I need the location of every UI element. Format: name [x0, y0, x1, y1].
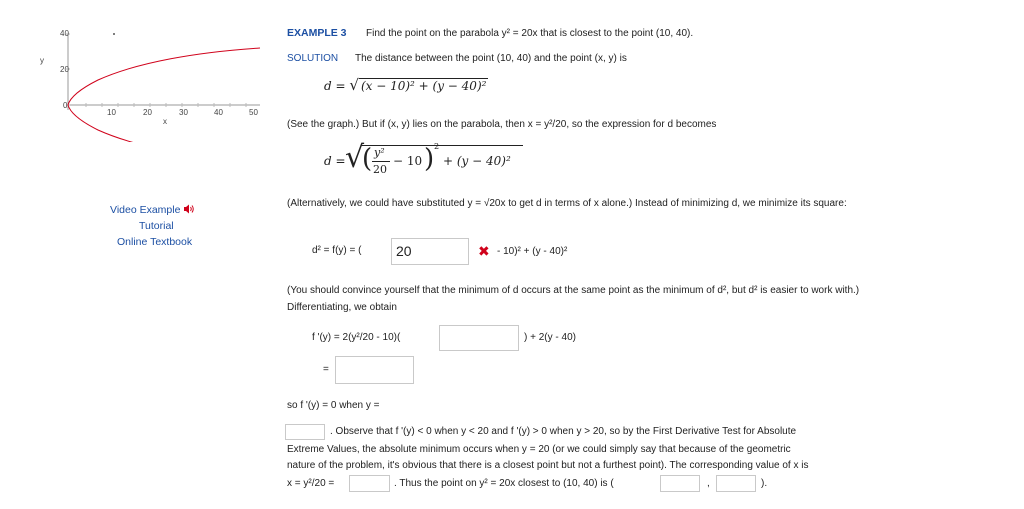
x-tick-40: 40	[214, 108, 223, 117]
distance-formula-radicand: (x − 10)² + (y − 40)²	[360, 79, 487, 93]
distance-formula-y-lhs: d =	[324, 154, 346, 168]
example-label: EXAMPLE 3	[287, 27, 347, 39]
fprime-input[interactable]	[439, 325, 519, 351]
y-tick-0: 0	[63, 101, 68, 110]
observe-line-1: . Observe that f '(y) < 0 when y < 20 and f '(y) > 0 when y > 20, so by the First Derivative Test for Absolute	[330, 426, 797, 437]
thus-point-text: . Thus the point on y² = 20x closest to (10, 40) is (	[394, 478, 614, 489]
point-x-input[interactable]	[660, 475, 700, 492]
video-example-label: Video Example	[110, 204, 181, 216]
see-graph-text: (See the graph.) But if (x, y) lies on the parabola, then x = y²/20, so the expression for d becomes	[287, 119, 717, 130]
point-comma: ,	[707, 478, 710, 489]
close-paren-big: )	[424, 144, 435, 174]
observe-line-3: nature of the problem, it's obvious that there is a closest point but not a furthest point). The corresponding value of x is	[287, 460, 809, 471]
d2-prefix: d² = f(y) = (	[312, 245, 362, 256]
open-paren-big: (	[362, 144, 373, 174]
square-exp: 2	[434, 142, 440, 151]
fprime-prefix: f '(y) = 2(y²/20 - 10)(	[312, 332, 401, 343]
y-axis-label: y	[40, 56, 44, 65]
convince-body: (You should convince yourself that the minimum of d occurs at the same point as the minimum of d², but d² is easier to work with.) Differentiating, we obtain	[287, 285, 860, 313]
x-eq-text: x = y²/20 =	[287, 478, 335, 489]
x-tick-50: 50	[249, 108, 258, 117]
observe-line-2: Extreme Values, the absolute minimum occurs when y = 20 (or we could simply say that because of the geometric	[287, 444, 791, 455]
distance-formula	[324, 76, 488, 94]
parabola-curve	[68, 48, 260, 142]
alternatively-text	[287, 196, 897, 213]
radicand-bar	[361, 145, 523, 146]
frac-minus: − 10	[393, 154, 423, 168]
frac-den: 20	[373, 163, 387, 176]
y-tick-20: 20	[60, 65, 69, 74]
parabola-graph	[48, 22, 270, 142]
incorrect-x-icon: ✖	[478, 243, 490, 259]
y-value-input[interactable]	[285, 424, 325, 440]
big-sqrt-symbol: √	[345, 140, 365, 175]
point-y-input[interactable]	[716, 475, 756, 492]
point-10-40	[113, 33, 115, 35]
y-tick-40: 40	[60, 29, 69, 38]
example-statement: Find the point on the parabola y² = 20x that is closest to the point (10, 40).	[366, 28, 694, 39]
x-value-input[interactable]	[349, 475, 390, 492]
video-example-link[interactable]	[110, 204, 195, 216]
frac-bar	[372, 161, 390, 162]
tutorial-link[interactable]: Tutorial	[139, 220, 174, 232]
solution-intro: The distance between the point (10, 40) and the point (x, y) is	[355, 53, 627, 64]
fprime-suffix: ) + 2(y - 40)	[524, 332, 576, 343]
point-close-paren: ).	[761, 478, 768, 489]
alternatively-body: (Alternatively, we could have substituted y = √20x to get d in terms of x alone.) Instead of minimizing d, we minimize its square:	[287, 198, 847, 209]
x-tick-20: 20	[143, 108, 152, 117]
d2-suffix: - 10)² + (y - 40)²	[497, 246, 568, 257]
solution-label: SOLUTION	[287, 53, 339, 64]
x-tick-10: 10	[107, 108, 116, 117]
convince-text	[287, 283, 892, 316]
frac-num: y²	[374, 146, 385, 159]
online-textbook-link[interactable]: Online Textbook	[117, 236, 193, 248]
speaker-icon	[183, 204, 195, 214]
so-fprime-text: so f '(y) = 0 when y =	[287, 400, 380, 411]
sqrt-symbol: √	[349, 76, 359, 94]
distance-formula-lhs: d =	[324, 79, 346, 93]
x-tick-30: 30	[179, 108, 188, 117]
d2-input[interactable]: 20	[391, 238, 469, 265]
equals-sign: =	[323, 364, 329, 375]
simplified-derivative-input[interactable]	[335, 356, 414, 384]
formula-tail: + (y − 40)²	[443, 154, 511, 168]
x-axis-label: x	[163, 117, 167, 126]
